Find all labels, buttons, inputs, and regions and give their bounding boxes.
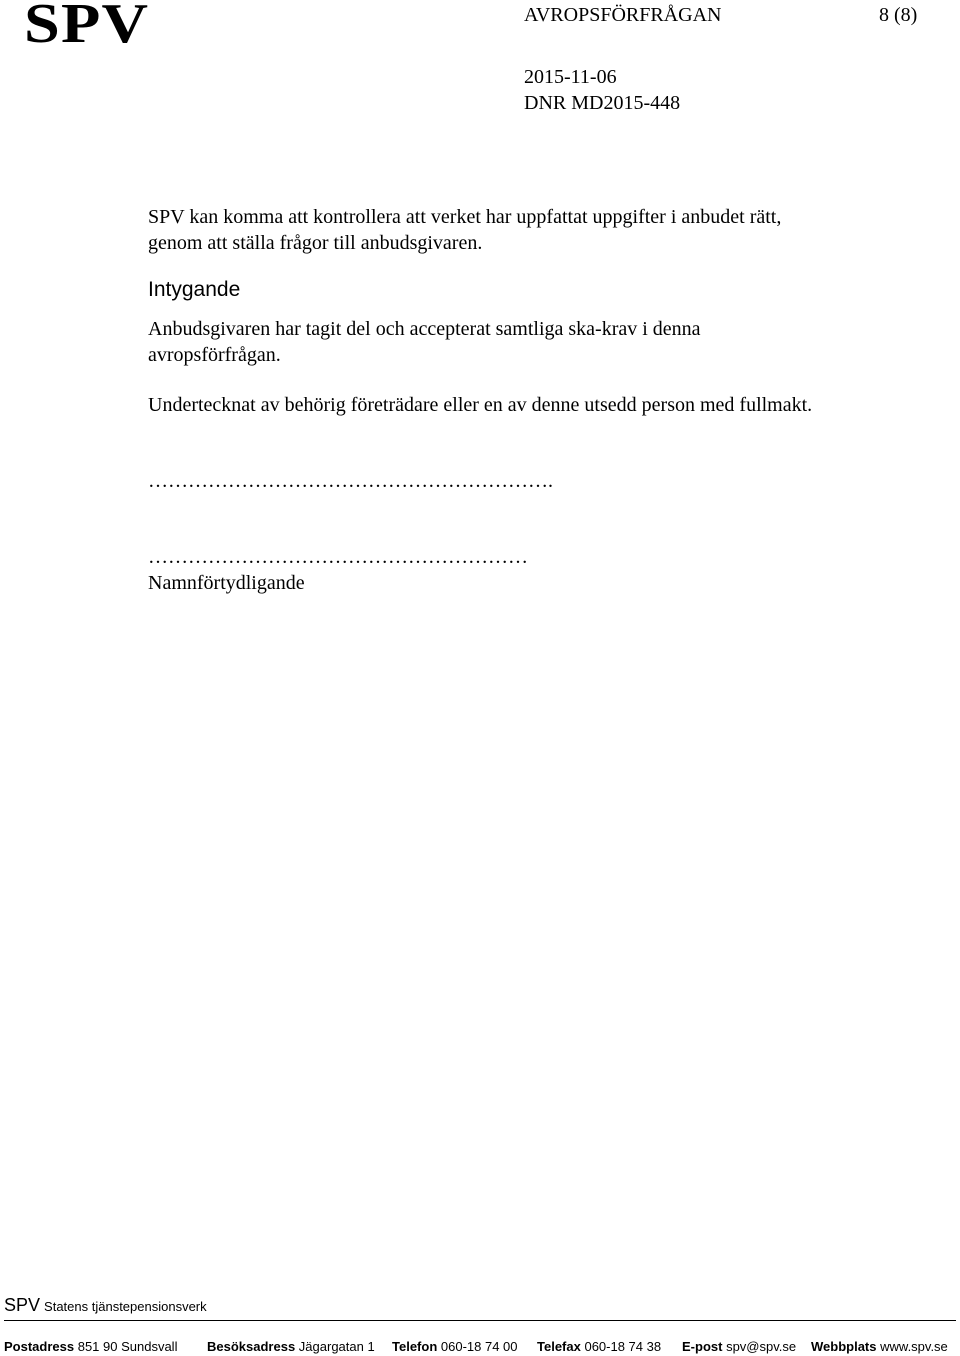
footer-web-label: Webbplats — [811, 1339, 877, 1354]
footer-website — [811, 1339, 948, 1354]
section-heading: Intygande — [148, 278, 241, 301]
footer-divider — [4, 1320, 956, 1321]
footer-org-short: SPV — [4, 1295, 41, 1315]
footer-postal-label: Postadress — [4, 1339, 75, 1354]
signature-line: ……………………………………………………. — [148, 470, 553, 492]
footer-phone-value: 060-18 74 00 — [440, 1339, 518, 1354]
document-dnr: DNR MD2015-448 — [524, 92, 681, 114]
page-number: 8 (8) — [879, 4, 918, 26]
paragraph-verification-line-2: genom att ställa frågor till anbudsgivaren. — [148, 232, 483, 254]
footer-email — [682, 1339, 796, 1354]
paragraph-verification — [148, 204, 888, 256]
name-clarification-label: Namnförtydligande — [148, 572, 305, 594]
document-type: AVROPSFÖRFRÅGAN — [524, 4, 722, 26]
footer-organization — [4, 1295, 207, 1316]
paragraph-acceptance-line-1: Anbudsgivaren har tagit del och accepterat samtliga ska-krav i denna — [148, 318, 701, 340]
footer-fax-label: Telefax — [537, 1339, 581, 1354]
footer-visit-label: Besöksadress — [207, 1339, 296, 1354]
footer-postal-address — [4, 1339, 177, 1354]
footer-visit-address — [207, 1339, 375, 1354]
footer-visit-value: Jägargatan 1 — [298, 1339, 375, 1354]
footer-web-value: www.spv.se — [880, 1339, 948, 1354]
footer-postal-value: 851 90 Sundsvall — [77, 1339, 178, 1354]
paragraph-signed-by: Undertecknat av behörig företrädare eller en av denne utsedd person med fullmakt. — [148, 394, 813, 416]
footer-email-label: E-post — [682, 1339, 723, 1354]
document-date: 2015-11-06 — [524, 66, 617, 88]
footer-phone-label: Telefon — [392, 1339, 438, 1354]
paragraph-verification-line-1: SPV kan komma att kontrollera att verket har uppfattat uppgifter i anbudet rätt, — [148, 206, 782, 228]
paragraph-acceptance — [148, 316, 888, 368]
footer-email-value: spv@spv.se — [726, 1339, 797, 1354]
paragraph-acceptance-line-2: avropsförfrågan. — [148, 344, 281, 366]
footer-fax — [537, 1339, 661, 1354]
footer-phone — [392, 1339, 518, 1354]
footer-fax-value: 060-18 74 38 — [584, 1339, 662, 1354]
spv-logo: SPV — [24, 0, 150, 55]
name-clarification-line: ………………………………………………… — [148, 546, 528, 568]
footer-org-name: Statens tjänstepensionsverk — [44, 1299, 207, 1314]
